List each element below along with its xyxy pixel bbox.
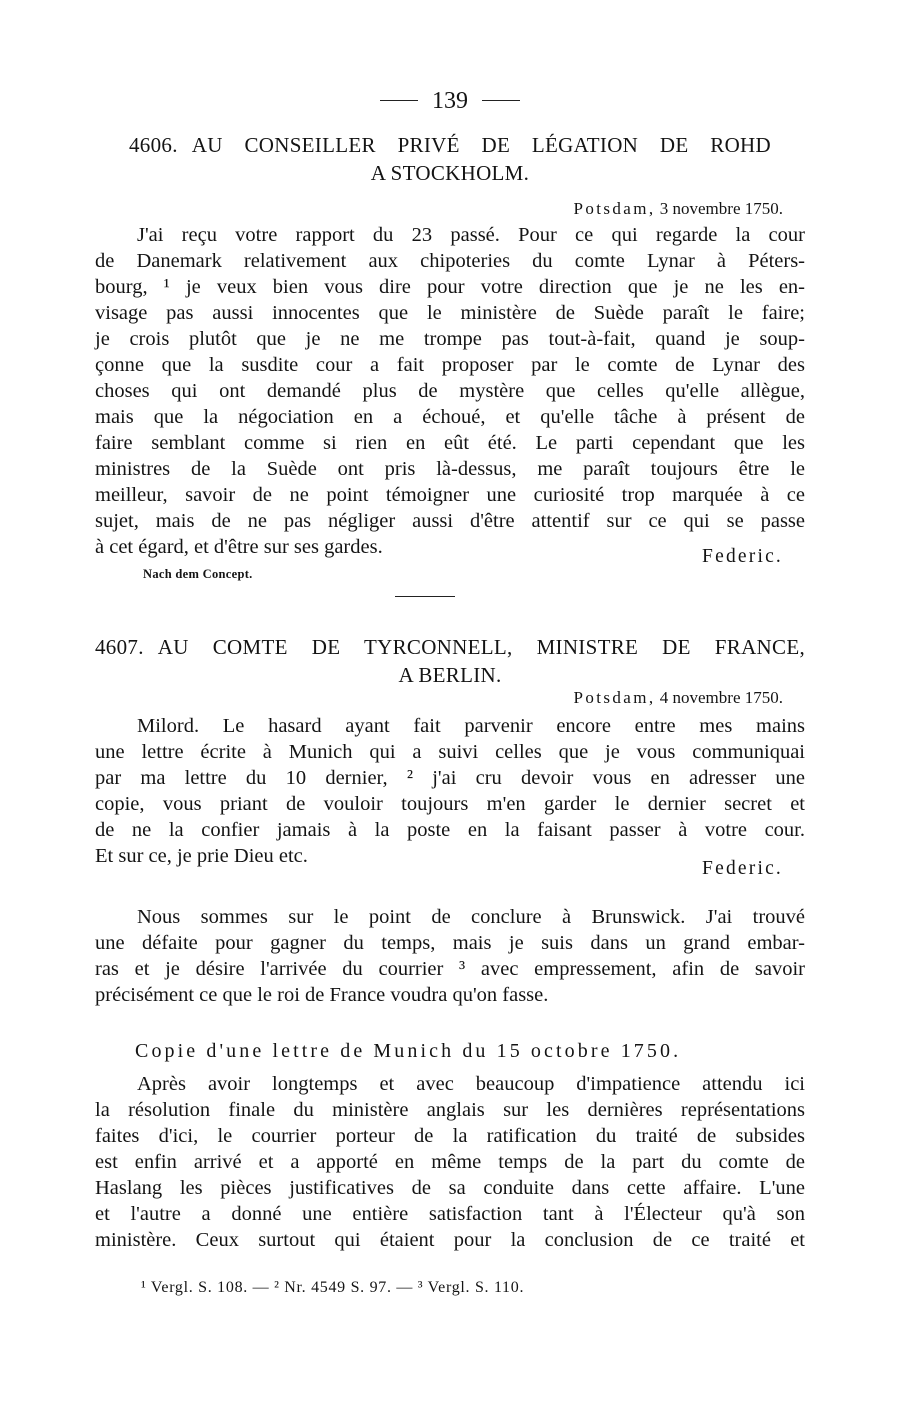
letter-4606-line: ministres de la Suède ont pris là-dessus, me paraît toujours être le bbox=[95, 458, 805, 480]
letter-4607-line: de ne la confier jamais à la poste en la faisant passer à votre cour. bbox=[95, 819, 805, 841]
letter-4607-line: Et sur ce, je prie Dieu etc. bbox=[95, 845, 308, 867]
letter-4607-line: par ma lettre du 10 dernier, ² j'ai cru devoir vous en adresser une bbox=[95, 767, 805, 789]
copie-line: est enfin arrivé et a apporté en même temps de la part du comte de bbox=[95, 1151, 805, 1173]
letter-4606-line: sujet, mais de ne pas négliger aussi d'être attentif sur ce qui se passe bbox=[95, 510, 805, 532]
letter-4606-signature: Federic. bbox=[702, 546, 783, 567]
copie-body bbox=[95, 1071, 805, 1253]
letter-4606-line: mais que la négociation en a échoué, et qu'elle tâche à présent de bbox=[95, 406, 805, 428]
postscript-line: Nous sommes sur le point de conclure à Brunswick. J'ai trouvé bbox=[137, 906, 805, 928]
letter-4606-line: à cet égard, et d'être sur ses gardes. bbox=[95, 536, 383, 558]
letter-4607-number: 4607. bbox=[95, 635, 144, 659]
letter-4606-line: je crois plutôt que je ne me trompe pas tout-à-fait, quand je soup- bbox=[95, 328, 805, 350]
copie-line: Haslang les pièces justificatives de sa conduite dans cette affaire. L'une bbox=[95, 1177, 805, 1199]
letter-4606-date-place: Potsdam, bbox=[573, 199, 656, 218]
letter-4606-line: choses qui ont demandé plus de mystère que celles qu'elle allègue, bbox=[95, 380, 805, 402]
letter-4607-date: 4 novembre 1750. bbox=[659, 688, 783, 707]
letter-4607-line: Milord. Le hasard ayant fait parvenir encore entre mes mains bbox=[137, 715, 805, 737]
header-dash-right bbox=[482, 100, 520, 101]
letter-4606-source: Nach dem Concept. bbox=[143, 567, 253, 581]
letter-4607-postscript bbox=[95, 904, 805, 1008]
letter-4607-title-line1: AU COMTE DE TYRCONNELL, MINISTRE DE FRANCE, bbox=[157, 635, 805, 659]
letter-4606-heading bbox=[95, 131, 805, 187]
copie-line: faites d'ici, le courrier porteur de la ratification du traité de subsides bbox=[95, 1125, 805, 1147]
section-separator bbox=[395, 596, 455, 597]
letter-4606-line: visage pas aussi innocentes que le ministère de Suède paraît le faire; bbox=[95, 302, 805, 324]
letter-4606-title-line2: A STOCKHOLM. bbox=[370, 161, 530, 185]
letter-4606-line: çonne que la susdite cour a fait proposer par le comte de Lynar des bbox=[95, 354, 805, 376]
letter-4607-body bbox=[95, 713, 805, 869]
header-dash-left bbox=[380, 100, 418, 101]
letter-4607-title-line2: A BERLIN. bbox=[398, 663, 502, 687]
letter-4606-number: 4606. bbox=[129, 133, 178, 157]
footnotes: ¹ Vergl. S. 108. — ² Nr. 4549 S. 97. — ³ Vergl. S. 110. bbox=[141, 1279, 525, 1296]
copie-line: la résolution finale du ministère anglais sur les dernières représentations bbox=[95, 1099, 805, 1121]
letter-4607-dateline bbox=[574, 687, 784, 709]
copie-line: Après avoir longtemps et avec beaucoup d'impatience attendu ici bbox=[137, 1073, 805, 1095]
copie-line: et l'autre a donné une entière satisfaction tant à l'Électeur qu'à son bbox=[95, 1203, 805, 1225]
letter-4607-signature: Federic. bbox=[702, 858, 783, 879]
letter-4607-line: copie, vous priant de vouloir toujours m'en garder le dernier secret et bbox=[95, 793, 805, 815]
letter-4606-line: meilleur, savoir de ne point témoigner une curiosité trop marquée à ce bbox=[95, 484, 805, 506]
letter-4607-date-place: Potsdam, bbox=[573, 688, 656, 707]
copie-line: ministère. Ceux surtout qui étaient pour la conclusion de ce traité et bbox=[95, 1229, 805, 1251]
copie-heading: Copie d'une lettre de Munich du 15 octobre 1750. bbox=[135, 1040, 682, 1062]
postscript-line: une défaite pour gagner du temps, mais je suis dans un grand embar- bbox=[95, 932, 805, 954]
postscript-line: ras et je désire l'arrivée du courrier ³ avec empressement, afin de savoir bbox=[95, 958, 805, 980]
letter-4606-line: J'ai reçu votre rapport du 23 passé. Pour ce qui regarde la cour bbox=[137, 224, 805, 246]
letter-4606-date: 3 novembre 1750. bbox=[659, 199, 783, 218]
letter-4607-heading bbox=[95, 633, 805, 689]
letter-4606-title-line1: AU CONSEILLER PRIVÉ DE LÉGATION DE ROHD bbox=[191, 133, 771, 157]
letter-4607-line: une lettre écrite à Munich qui a suivi celles que je vous communiquai bbox=[95, 741, 805, 763]
document-page bbox=[95, 0, 805, 1404]
page-header bbox=[95, 86, 805, 116]
letter-4606-line: faire semblant comme si rien en eût été. Le parti cependant que les bbox=[95, 432, 805, 454]
page-number: 139 bbox=[432, 88, 468, 114]
letter-4606-body bbox=[95, 222, 805, 560]
letter-4606-dateline bbox=[574, 198, 784, 220]
postscript-line: précisément ce que le roi de France voudra qu'on fasse. bbox=[95, 984, 549, 1006]
letter-4606-line: bourg, ¹ je veux bien vous dire pour votre direction que je ne les en- bbox=[95, 276, 805, 298]
letter-4606-line: de Danemark relativement aux chipoteries du comte Lynar à Péters- bbox=[95, 250, 805, 272]
